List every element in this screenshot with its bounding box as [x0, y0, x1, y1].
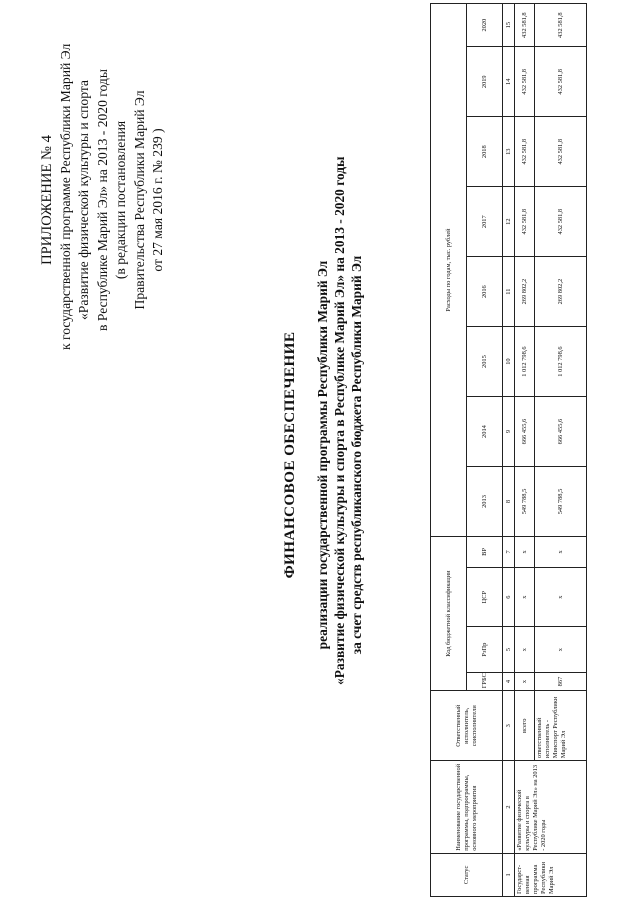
row-csr: x: [535, 567, 587, 627]
header-rzpr: РзПр: [467, 627, 503, 672]
row-value: 269 802,2: [515, 257, 535, 327]
row-value: 432 581,8: [535, 47, 587, 117]
row-value: 666 455,6: [535, 397, 587, 467]
appendix-line: от 27 мая 2016 г. № 239 ): [150, 128, 165, 272]
header-year: 2019: [467, 47, 503, 117]
row-value: 666 455,6: [515, 397, 535, 467]
program-name: «Развитие физической культуры и спорта в Республике Марий Эл» на 2013 - 2020 годы: [515, 761, 587, 854]
column-number: 5: [503, 627, 515, 672]
header-year: 2018: [467, 117, 503, 187]
row-value: 432 581,8: [535, 4, 587, 47]
row-grbs: x: [515, 672, 535, 691]
header-csr: ЦСР: [467, 567, 503, 627]
appendix-block: [38, 43, 168, 350]
column-number: 15: [503, 4, 515, 47]
row-value: 1 012 798,6: [515, 327, 535, 397]
row-value: 432 581,8: [515, 4, 535, 47]
header-expenses: Расходы по годам, тыс. рублей: [431, 4, 467, 537]
table-header-row: [431, 4, 467, 897]
header-vr: ВР: [467, 536, 503, 567]
document-subtitle-line: «Развитие физической культуры и спорта в Республике Марий Эл» на 2013 - 2020 годы: [332, 156, 348, 685]
header-grbs: ГРБС: [467, 672, 503, 691]
header-year: 2016: [467, 257, 503, 327]
document-subtitle-line: за счет средств республиканского бюджета Республики Марий Эл: [349, 255, 365, 655]
header-status: Статус: [431, 853, 503, 896]
header-year: 2017: [467, 187, 503, 257]
table-row: [515, 4, 535, 897]
row-value: 1 012 798,6: [535, 327, 587, 397]
column-number: 11: [503, 257, 515, 327]
column-number: 4: [503, 672, 515, 691]
row-value: 549 788,5: [515, 467, 535, 537]
row-grbs: 867: [535, 672, 587, 691]
row-vr: x: [535, 536, 587, 567]
document-title: ФИНАНСОВОЕ ОБЕСПЕЧЕНИЕ: [281, 331, 298, 579]
column-number: 2: [503, 761, 515, 854]
appendix-line: «Развитие физической культуры и спорта: [76, 80, 91, 320]
column-number: 14: [503, 47, 515, 117]
appendix-title: ПРИЛОЖЕНИЕ № 4: [39, 135, 55, 265]
appendix-line: (в редакции постановления: [113, 120, 128, 280]
header-year: 2014: [467, 397, 503, 467]
row-value: 432 581,8: [535, 117, 587, 187]
column-number: 12: [503, 187, 515, 257]
column-number-row: [503, 4, 515, 897]
column-number: 3: [503, 691, 515, 761]
row-executor: ответственный исполнитель - Минспорт Республики Марий Эл: [535, 691, 587, 761]
header-year: 2015: [467, 327, 503, 397]
row-csr: x: [515, 567, 535, 627]
row-value: 432 581,8: [515, 47, 535, 117]
column-number: 7: [503, 536, 515, 567]
row-executor: всего: [515, 691, 535, 761]
program-status: Государст-венная программа Республики Марий Эл: [515, 853, 587, 896]
appendix-line: к государственной программе Республики Марий Эл: [57, 43, 73, 350]
column-number: 8: [503, 467, 515, 537]
row-rzpr: x: [535, 627, 587, 672]
column-number: 9: [503, 397, 515, 467]
column-number: 1: [503, 853, 515, 896]
row-value: 432 581,8: [515, 117, 535, 187]
column-number: 10: [503, 327, 515, 397]
row-value: 269 802,2: [535, 257, 587, 327]
row-rzpr: x: [515, 627, 535, 672]
header-name: Наименование государственной программы, подпрограммы, основного мероприятия: [431, 761, 503, 854]
row-vr: x: [515, 536, 535, 567]
document-title-block: [280, 156, 366, 685]
row-value: 432 581,8: [515, 187, 535, 257]
header-year: 2013: [467, 467, 503, 537]
financing-table: [430, 3, 587, 897]
row-value: 432 581,8: [535, 187, 587, 257]
row-value: 549 788,5: [535, 467, 587, 537]
appendix-line: Правительства Республики Марий Эл: [131, 90, 147, 310]
header-year: 2020: [467, 4, 503, 47]
column-number: 6: [503, 567, 515, 627]
header-budget-codes: Код бюджетной классификации: [431, 536, 467, 690]
document-subtitle-line: реализации государственной программы Республики Марий Эл: [315, 260, 330, 650]
column-number: 13: [503, 117, 515, 187]
appendix-line: в Республике Марий Эл» на 2013 - 2020 годы: [94, 69, 110, 331]
header-executor: Ответственный исполнитель, соисполнители: [431, 691, 503, 761]
